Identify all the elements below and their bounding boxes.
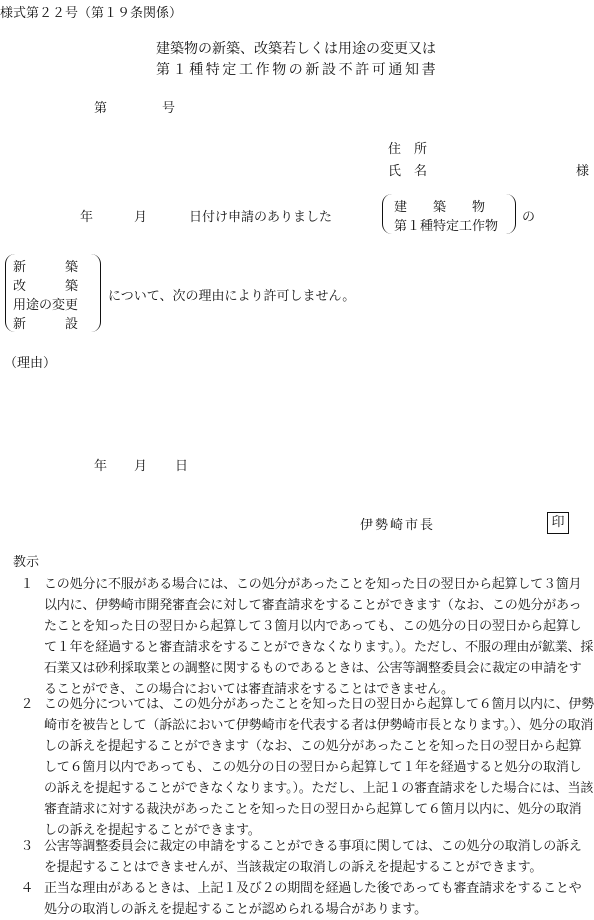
- application-date-text: 日付け申請のありました: [189, 210, 333, 225]
- instruction-text: この処分については、この処分があったことを知った日の翌日から起算して６箇月以内に、伊勢崎市を被告として（訴訟において伊勢崎市を代表する者は伊勢崎市長となります。）、処分の取消しの訴えを提起することができます（なお、この処分があったことを知った日の翌日から起算して６箇月以内であっても、この処分の日の翌日から起算して１年を経過すると処分の取消しの訴えを提起することができなくなります。）。ただし、上記１の審査請求をした場合には、当該審査請求に対する裁決があったことを知った日の翌日から起算して６箇月以内に、処分の取消しの訴えを提起することができます。: [44, 697, 594, 838]
- address-label: 住 所: [388, 142, 428, 157]
- instruction-item-2: [16, 694, 594, 841]
- issue-day: 日: [175, 459, 189, 474]
- instruction-number: １: [20, 577, 34, 592]
- application-year: 年: [80, 210, 94, 225]
- target-structure: 第１種特定工作物: [394, 219, 499, 234]
- doc-number-suffix: 号: [162, 101, 176, 116]
- reason-label: （理由）: [4, 356, 57, 371]
- instruction-number: ３: [20, 839, 34, 854]
- application-particle: の: [522, 210, 536, 225]
- title-line-1: 建築物の新築、改築若しくは用途の変更又は: [156, 41, 436, 57]
- instructions-heading: 教示: [13, 555, 40, 570]
- action-new-install: 新 設: [13, 317, 79, 332]
- instruction-item-1: [16, 574, 594, 700]
- instruction-text: 正当な理由があるときは、上記１及び２の期間を経過した後であっても審査請求をすることや処分の取消しの訴えを提起することが認められる場合があります。: [44, 881, 582, 917]
- target-building: 建 築 物: [394, 200, 486, 215]
- action-change-use: 用途の変更: [13, 298, 79, 313]
- action-new-build: 新 築: [13, 260, 79, 275]
- issuer-name: 伊勢崎市長: [360, 518, 436, 533]
- form-number: 様式第２２号（第１９条関係）: [0, 6, 183, 21]
- action-rebuild: 改 築: [13, 279, 79, 294]
- seal-mark: 印: [547, 512, 569, 534]
- instruction-number: ２: [20, 697, 34, 712]
- application-month: 月: [134, 210, 148, 225]
- instruction-text: この処分に不服がある場合には、この処分があったことを知った日の翌日から起算して３箇月以内に、伊勢崎市開発審査会に対して審査請求をすることができます（なお、この処分があったことを知った日の翌日から起算して３箇月以内であっても、この処分の日の翌日から起算して１年を経過すると審査請求をすることができなくなります。）。ただし、不服の理由が鉱業、採石業又は砂利採取業との調整に関するものであるときは、公害等調整委員会に裁定の申請をすることができ、この場合においては審査請求をすることはできません。: [44, 577, 594, 697]
- title-line-2: 第１種特定工作物の新設不許可通知書: [156, 62, 439, 78]
- name-label: 氏 名: [388, 164, 428, 179]
- issue-month: 月: [134, 459, 148, 474]
- instruction-number: ４: [20, 881, 34, 896]
- issue-year: 年: [94, 459, 108, 474]
- doc-number-prefix: 第: [94, 101, 108, 116]
- honorific: 様: [576, 164, 590, 179]
- instruction-item-3: [16, 836, 594, 878]
- instruction-text: 公害等調整委員会に裁定の申請をすることができる事項に関しては、この処分の取消しの訴えを提起することはできませんが、当該裁定の取消しの訴えを提起することができます。: [44, 839, 582, 875]
- action-text: について、次の理由により許可しません。: [108, 289, 356, 304]
